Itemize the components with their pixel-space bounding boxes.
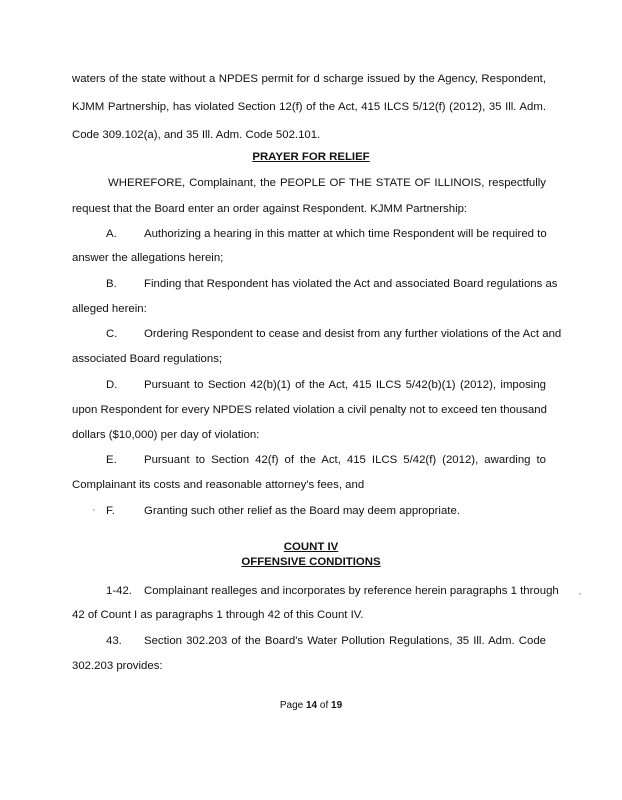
item-line: associated Board regulations; [72, 353, 223, 365]
item-line: dollars ($10,000) per day of violation: [72, 429, 260, 441]
item-line: Finding that Respondent has violated the Act and associated Board regulations as [144, 278, 558, 290]
scan-mark: · [578, 588, 582, 600]
footer-of: of [319, 700, 329, 711]
item-label: A. [106, 228, 117, 240]
footer-page-total: 19 [331, 700, 343, 711]
item-line: answer the allegations herein; [72, 252, 224, 264]
paragraph-line: waters of the state without a NPDES permit for d scharge issued by the Agency, Respondent, [72, 73, 546, 85]
item-label: F. [106, 505, 115, 517]
item-label: E. [106, 454, 117, 466]
item-label: D. [106, 379, 118, 391]
item-line: Complainant its costs and reasonable attorney's fees, and [72, 479, 365, 491]
para-label: 1-42. [106, 585, 132, 597]
item-line: Ordering Respondent to cease and desist from any further violations of the Act and [144, 328, 562, 340]
item-line: Granting such other relief as the Board may deem appropriate. [144, 505, 460, 517]
item-line: alleged herein: [72, 303, 147, 315]
footer-prefix: Page [279, 700, 304, 711]
scan-mark: · [92, 504, 96, 516]
count-subheading: OFFENSIVE CONDITIONS [241, 556, 381, 568]
item-line: Authorizing a hearing in this matter at which time Respondent will be required to [144, 228, 547, 240]
page-footer [0, 700, 622, 711]
item-line: Pursuant to Section 42(b)(1) of the Act, 415 ILCS 5/42(b)(1) (2012), imposing [144, 379, 546, 391]
paragraph-line: Code 309.102(a), and 35 Ill. Adm. Code 502.101. [72, 129, 321, 141]
item-label: C. [106, 328, 118, 340]
para-line: 42 of Count I as paragraphs 1 through 42 of this Count IV. [72, 609, 364, 621]
item-label: B. [106, 278, 117, 290]
count-heading: COUNT IV [283, 541, 339, 553]
wherefore-line: request that the Board enter an order against Respondent. KJMM Partnership: [72, 203, 468, 215]
para-line: Complainant realleges and incorporates by reference herein paragraphs 1 through [144, 585, 559, 597]
paragraph-line: KJMM Partnership, has violated Section 12(f) of the Act, 415 ILCS 5/12(f) (2012), 35 Ill. Adm. [72, 101, 546, 113]
para-line: 302.203 provides: [72, 660, 163, 672]
item-line: Pursuant to Section 42(f) of the Act, 415 ILCS 5/42(f) (2012), awarding to [144, 454, 546, 466]
para-line: Section 302.203 of the Board's Water Pollution Regulations, 35 Ill. Adm. Code [144, 635, 546, 647]
footer-page-number: 14 [305, 700, 318, 711]
para-label: 43. [106, 635, 122, 647]
item-line: upon Respondent for every NPDES related violation a civil penalty not to exceed ten thousand [72, 404, 547, 416]
prayer-heading: PRAYER FOR RELIEF [252, 151, 370, 163]
wherefore-line: WHEREFORE, Complainant, the PEOPLE OF THE STATE OF ILLINOIS, respectfully [108, 177, 546, 189]
